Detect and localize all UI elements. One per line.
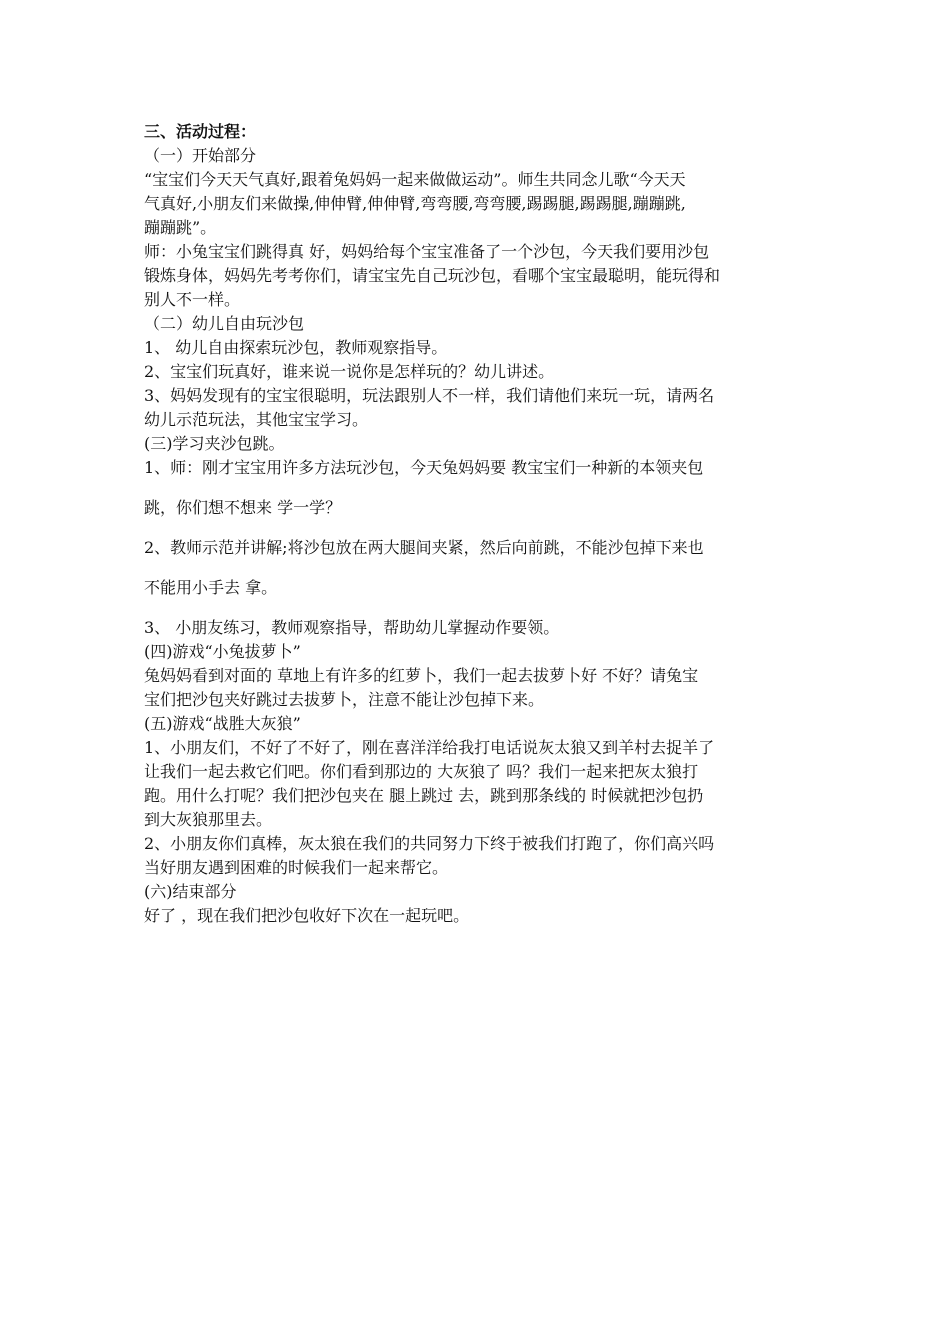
part4-heading: (四)游戏“小兔拔萝卜” <box>144 642 301 661</box>
part3-item3: 3、 小朋友练习，教师观察指导，帮助幼儿掌握动作要领。 <box>144 618 560 637</box>
part3-heading: (三)学习夹沙包跳。 <box>144 434 285 453</box>
part2-item1: 1、 幼儿自由探索玩沙包，教师观察指导。 <box>144 338 448 357</box>
part1-paragraph2-line2: 锻炼身体，妈妈先考考你们，请宝宝先自己玩沙包，看哪个宝宝最聪明，能玩得和 <box>144 266 721 285</box>
part1-paragraph1-line1: “宝宝们今天天气真好,跟着兔妈妈一起来做做运动”。师生共同念儿歌“今天天 <box>144 170 686 189</box>
part2-item3-line2: 幼儿示范玩法，其他宝宝学习。 <box>144 410 369 429</box>
part5-item1-line2: 让我们一起去救它们吧。你们看到那边的 大灰狼了 吗？我们一起来把灰太狼打 <box>144 762 699 781</box>
part2-item2: 2、宝宝们玩真好，谁来说一说你是怎样玩的？幼儿讲述。 <box>144 362 555 381</box>
part3-item1-line1: 1、师：刚才宝宝用许多方法玩沙包，今天兔妈妈要 教宝宝们一种新的本领夹包 <box>144 458 704 477</box>
part1-paragraph2-line1: 师：小兔宝宝们跳得真 好，妈妈给每个宝宝准备了一个沙包，今天我们要用沙包 <box>144 242 710 261</box>
part1-paragraph1-line2: 气真好,小朋友们来做操,伸伸臂,伸伸臂,弯弯腰,弯弯腰,踢踢腿,踢踢腿,蹦蹦跳, <box>144 194 686 213</box>
part5-heading: (五)游戏“战胜大灰狼” <box>144 714 301 733</box>
part3-item2-line2: 不能用小手去 拿。 <box>144 578 278 597</box>
part2-item3-line1: 3、妈妈发现有的宝宝很聪明，玩法跟别人不一样，我们请他们来玩一玩，请两名 <box>144 386 715 405</box>
part6-paragraph: 好了 ，现在我们把沙包收好下次在一起玩吧。 <box>144 906 470 925</box>
part5-item2-line2: 当好朋友遇到困难的时候我们一起来帮它。 <box>144 858 449 877</box>
part2-heading: （二）幼儿自由玩沙包 <box>144 314 305 333</box>
part1-paragraph2-line3: 别人不一样。 <box>144 290 241 309</box>
document-body <box>144 120 812 928</box>
section-title: 三、活动过程： <box>144 122 257 141</box>
part1-heading: （一）开始部分 <box>144 146 257 165</box>
part5-item1-line3: 跑。用什么打呢？我们把沙包夹在 腿上跳过 去，跳到那条线的 时候就把沙包扔 <box>144 786 704 805</box>
part5-item1-line1: 1、小朋友们，不好了不好了，刚在喜洋洋给我打电话说灰太狼又到羊村去捉羊了 <box>144 738 715 757</box>
part5-item2-line1: 2、小朋友你们真棒，灰太狼在我们的共同努力下终于被我们打跑了，你们高兴吗 <box>144 834 715 853</box>
part5-item1-line4: 到大灰狼那里去。 <box>144 810 273 829</box>
part6-heading: (六)结束部分 <box>144 882 237 901</box>
part3-item1-line2: 跳，你们想不想来 学一学？ <box>144 498 342 517</box>
part4-paragraph-line1: 兔妈妈看到对面的 草地上有许多的红萝卜，我们一起去拔萝卜好 不好？请兔宝 <box>144 666 699 685</box>
part4-paragraph-line2: 宝们把沙包夹好跳过去拔萝卜，注意不能让沙包掉下来。 <box>144 690 545 709</box>
part3-item2-line1: 2、教师示范并讲解;将沙包放在两大腿间夹紧，然后向前跳，不能沙包掉下来也 <box>144 538 704 557</box>
part1-paragraph1-line3: 蹦蹦跳”。 <box>144 218 217 237</box>
